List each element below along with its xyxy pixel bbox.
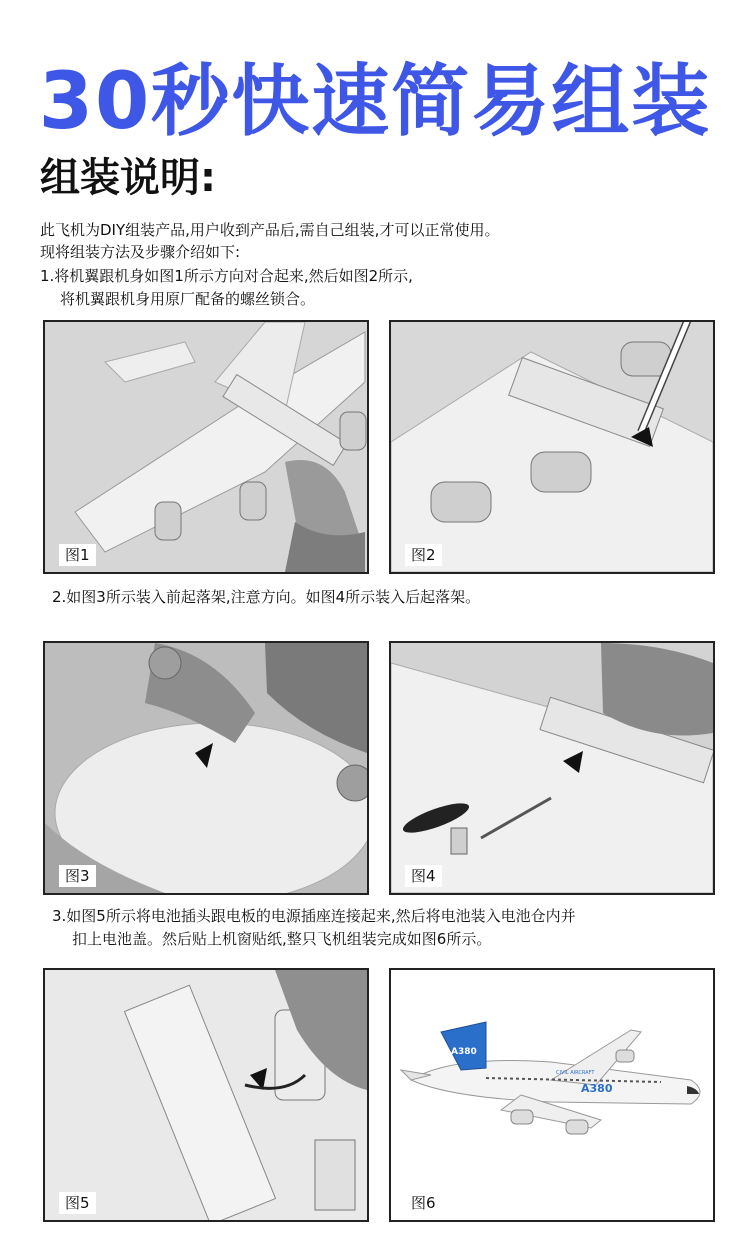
figure-5-illustration	[45, 970, 367, 1220]
figure-1-label: 图1	[59, 544, 96, 566]
step-1-line-2: 将机翼跟机身用原厂配备的螺丝锁合。	[60, 290, 316, 308]
fuselage-maker-text: CIVIL AIRCRAFT	[556, 1070, 595, 1076]
figure-5	[43, 968, 369, 1222]
figure-4	[389, 641, 715, 895]
figure-4-illustration	[391, 643, 713, 893]
a380-plane-illustration	[391, 970, 713, 1220]
step-3-line-1: 3.如图5所示将电池插头跟电板的电源插座连接起来,然后将电池装入电池仓内并	[52, 907, 576, 925]
intro-line-2: 现将组装方法及步骤介绍如下:	[40, 243, 241, 261]
figure-6	[389, 968, 715, 1222]
figure-1	[43, 320, 369, 574]
step-1-line-1: 1.将机翼跟机身如图1所示方向对合起来,然后如图2所示,	[40, 267, 413, 285]
figure-3	[43, 641, 369, 895]
step-2-line-1: 2.如图3所示装入前起落架,注意方向。如图4所示装入后起落架。	[52, 588, 481, 606]
figure-5-label: 图5	[59, 1192, 96, 1214]
page-headline: 30秒快速简易组装	[38, 57, 712, 147]
figure-6-label: 图6	[405, 1192, 442, 1214]
figure-2-illustration	[391, 322, 713, 572]
figure-3-illustration	[45, 643, 367, 893]
figure-2-label: 图2	[405, 544, 442, 566]
figure-4-label: 图4	[405, 865, 442, 887]
intro-line-1: 此飞机为DIY组装产品,用户收到产品后,需自己组装,才可以正常使用。	[40, 221, 500, 239]
figure-3-label: 图3	[59, 865, 96, 887]
tail-model-text: A380	[451, 1047, 477, 1057]
fuselage-model-text: A380	[581, 1082, 613, 1095]
step-3-line-2: 扣上电池盖。然后贴上机窗贴纸,整只飞机组装完成如图6所示。	[72, 930, 492, 948]
figure-2	[389, 320, 715, 574]
section-title: 组装说明:	[40, 155, 216, 201]
figure-1-illustration	[45, 322, 367, 572]
